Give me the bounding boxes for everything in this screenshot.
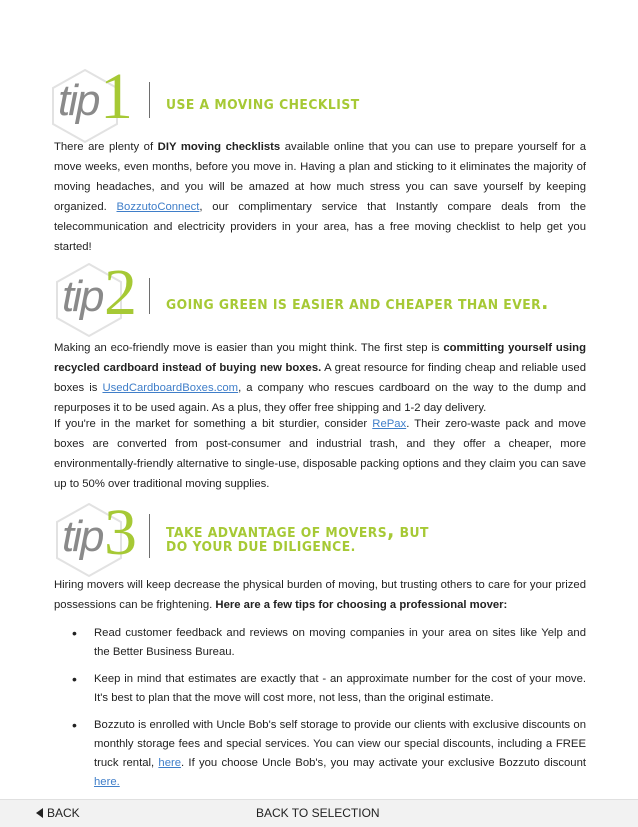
bozzutoconnect-link[interactable]: BozzutoConnect [116,201,200,213]
tip-word: tip [62,272,103,321]
back-to-selection-button[interactable]: BACK TO SELECTION [256,806,380,820]
discount-here-link[interactable]: here. [94,776,120,788]
back-button[interactable]: BACK [36,806,80,820]
tip2-paragraph-1: Making an eco-friendly move is easier than you might think. The first step is committing yourself using recycled cardboard instead of buying new boxes. A great resource for finding cheap and reliable used boxes is UsedCardboardBoxes.com, a company who rescues cardboard on the way to the dump and repurposes it to be used again. As a plus, they offer free shipping and 1-2 day delivery. [54,342,586,414]
bullet: • [72,671,77,687]
tip-number: 3 [104,496,137,569]
tip-heading-line-2: DO YOUR DUE DILIGENCE. [166,540,356,555]
list-item: • Bozzuto is enrolled with Uncle Bob's self storage to provide our clients with exclusive discounts on monthly storage fees and special services. You can view our special discounts, including a FREE truck rental, here. If you choose Uncle Bob's, you may activate your exclusive Bozzuto discount here. [72,717,586,788]
divider [149,278,150,314]
tip-heading-line-1: TAKE ADVANTAGE OF MOVERS, BUT [166,518,429,542]
tip3-bullet-list [54,624,586,800]
arrow-left-icon [36,808,43,818]
list-item: • Read customer feedback and reviews on moving companies in your area on sites like Yelp and the Better Business Bureau. [72,625,586,658]
tip-word: tip [58,76,99,125]
tip1-header [0,62,638,142]
bullet: • [72,717,77,733]
tip2-paragraph-2: If you're in the market for something a bit sturdier, consider RePax. Their zero-waste pack and move boxes are converted from post-consumer and industrial trash, and they offer a cheaper, more environmentally-friendly alternative to single-use, disposable packing options and they claim you can save up to 50% over traditional moving supplies. [54,418,586,490]
tip-word: tip [62,512,103,561]
tip-heading: USE A MOVING CHECKLIST [166,98,360,113]
tip-heading: GOING GREEN IS EASIER AND CHEAPER THAN EVER. [166,290,549,314]
tip3-header [0,498,638,578]
tip-number: 2 [104,256,137,329]
tip-number: 1 [100,60,133,133]
tip2-header [0,258,638,338]
tip3-paragraph: Hiring movers will keep decrease the physical burden of moving, but trusting others to care for your prized possessions can be frightening. Here are a few tips for choosing a professional mover: [54,579,586,611]
usedcardboardboxes-link[interactable]: UsedCardboardBoxes.com [102,382,239,394]
divider [149,514,150,558]
divider [149,82,150,118]
footer-nav [0,799,638,827]
truck-rental-here-link[interactable]: here [158,757,182,769]
list-item: • Keep in mind that estimates are exactly that - an approximate number for the cost of your move. It's best to plan that the move will cost more, not less, than the original estimate. [72,671,586,704]
repax-link[interactable]: RePax [372,418,407,430]
bullet: • [72,625,77,641]
tip1-paragraph: There are plenty of DIY moving checklists available online that you can use to prepare yourself for a move weeks, even months, before you move in. Having a plan and sticking to it eliminates the majority of moving headaches, and you will be amazed at how much stress you can save yourself by keeping organized. BozzutoConnect, our complimentary service that Instantly compare deals from the telecommunication and electricity providers in your area, has a free moving checklist to help get you started! [54,141,586,253]
